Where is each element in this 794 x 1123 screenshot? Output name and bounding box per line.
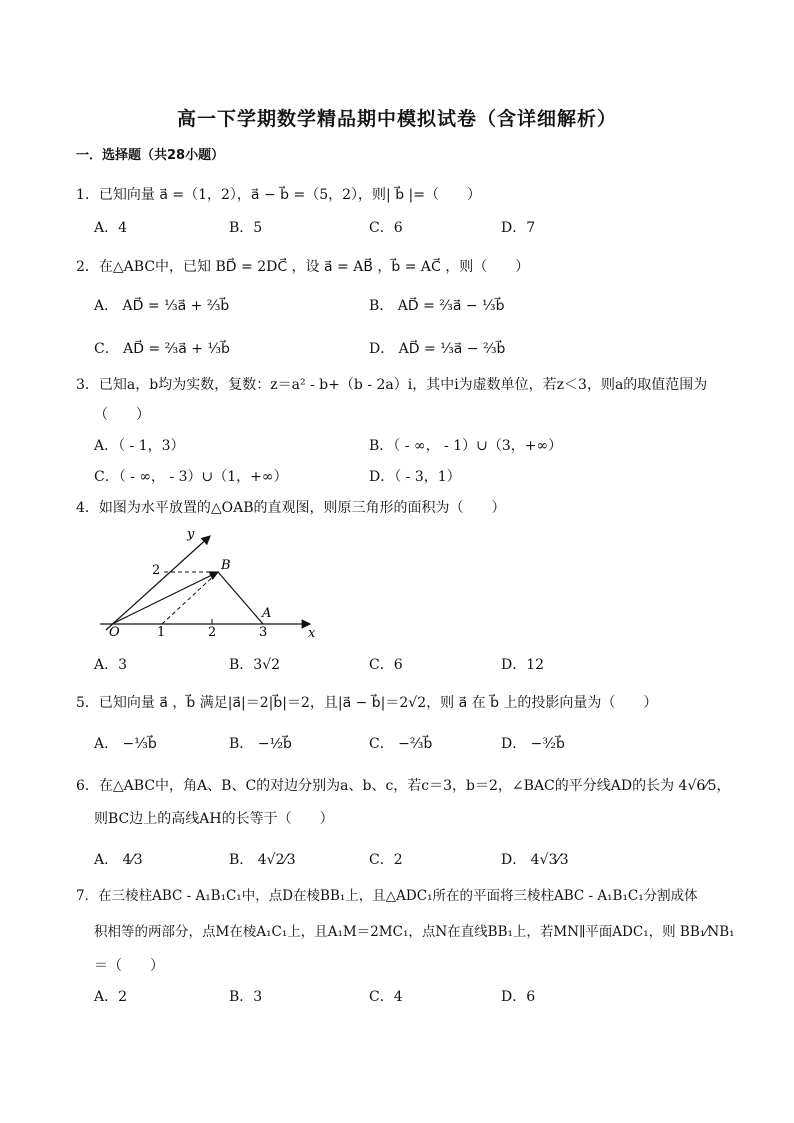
q2-option-d[interactable]: D． AD⃗ = ⅓a⃗ − ⅔b⃗ <box>369 341 506 357</box>
page-title: 高一下学期数学精品期中模拟试卷（含详细解析） <box>176 108 617 130</box>
q4-option-b[interactable]: B．3√2 <box>229 657 281 673</box>
q7-option-a[interactable]: A．2 <box>94 989 128 1005</box>
q5-option-d[interactable]: D． −³⁄₂b⃗ <box>501 736 565 752</box>
q5-option-b[interactable]: B． −½b⃗ <box>229 736 292 752</box>
tick-y-2: 2 <box>152 563 161 578</box>
q3-option-d[interactable]: D．（ - 3，1） <box>369 469 461 485</box>
segment-ob <box>112 572 218 624</box>
label-y: y <box>187 527 195 542</box>
q4-option-c[interactable]: C．6 <box>369 657 403 673</box>
q4-option-d[interactable]: D．12 <box>501 657 545 673</box>
q1-option-b[interactable]: B．5 <box>229 220 263 236</box>
question-3-stem-line1: 3．已知a，b均为实数，复数：z＝a² - b+（b - 2a）i，其中i为虚数单位，若z＜3，则a的取值范围为 <box>76 377 708 393</box>
question-7-stem-line1: 7．在三棱柱ABC - A₁B₁C₁中，点D在棱BB₁上，且△ADC₁所在的平面将三棱柱ABC - A₁B₁C₁分割成体 <box>76 888 698 904</box>
q6-option-a[interactable]: A． 4⁄3 <box>94 852 143 868</box>
tick-1: 1 <box>157 625 166 640</box>
label-a: A <box>262 606 272 621</box>
q5-option-c[interactable]: C． −⅔b⃗ <box>369 736 433 752</box>
question-3-stem-line2: （ ） <box>94 407 150 423</box>
question-7-stem-line2: 积相等的两部分，点M在棱A₁C₁上，且A₁M＝2MC₁，点N在直线BB₁上，若MN∥平面ADC₁，则 BB₁⁄NB₁ <box>94 924 735 940</box>
question-6-stem-line2: 则BC边上的高线AH的长等于（ ） <box>94 811 334 827</box>
tick-2: 2 <box>208 625 217 640</box>
q4-option-a[interactable]: A．3 <box>94 657 128 673</box>
q1-option-c[interactable]: C．6 <box>369 220 403 236</box>
q3-option-a[interactable]: A．（ - 1，3） <box>94 438 185 454</box>
q1-option-d[interactable]: D．7 <box>501 220 536 236</box>
q1-option-a[interactable]: A．4 <box>94 220 128 236</box>
q5-option-a[interactable]: A． −⅓b⃗ <box>94 736 157 752</box>
q3-option-c[interactable]: C．（ - ∞， - 3）∪（1，+∞） <box>94 469 288 485</box>
q6-option-b[interactable]: B． 4√2⁄3 <box>229 852 296 868</box>
question-7-stem-line3: ＝（ ） <box>94 958 164 974</box>
q6-option-d[interactable]: D． 4√3⁄3 <box>501 852 569 868</box>
q6-option-c[interactable]: C．2 <box>369 852 403 868</box>
question-4-stem: 4．如图为水平放置的△OAB的直观图，则原三角形的面积为（ ） <box>76 500 506 516</box>
q2-option-b[interactable]: B． AD⃗ = ⅔a⃗ − ⅓b⃗ <box>369 298 505 314</box>
label-b: B <box>221 558 231 573</box>
q7-option-c[interactable]: C．4 <box>369 989 403 1005</box>
q3-option-b[interactable]: B．（ - ∞， - 1）∪（3，+∞） <box>369 438 563 454</box>
segment-ba <box>218 572 263 624</box>
question-1-stem: 1．已知向量 a⃗ =（1，2），a⃗ − b⃗ =（5，2），则| b⃗ |=（ ） <box>76 187 481 203</box>
oblique-triangle-diagram <box>92 522 322 647</box>
section-heading: 一．选择题（共28小题） <box>76 148 225 163</box>
tick-3: 3 <box>259 625 268 640</box>
q7-option-d[interactable]: D．6 <box>501 989 536 1005</box>
question-6-stem-line1: 6．在△ABC中，角A、B、C的对边分别为a、b、c，若c＝3，b＝2，∠BAC的平分线AD的长为 4√6⁄5， <box>76 778 731 794</box>
question-2-stem: 2．在△ABC中，已知 BD⃗ = 2DC⃗ ，设 a⃗ = AB⃗ ，b⃗ = AC⃗ ，则（ ） <box>76 259 530 275</box>
q2-option-a[interactable]: A． AD⃗ = ⅓a⃗ + ⅔b⃗ <box>94 298 230 314</box>
label-o: O <box>109 625 120 640</box>
q7-option-b[interactable]: B．3 <box>229 989 263 1005</box>
dashed-diagonal <box>162 572 218 624</box>
label-x: x <box>308 626 316 641</box>
q2-option-c[interactable]: C． AD⃗ = ⅔a⃗ + ⅓b⃗ <box>94 341 230 357</box>
question-5-stem: 5．已知向量 a⃗ ，b⃗ 满足|a⃗|＝2|b⃗|＝2，且|a⃗ − b⃗|＝2√2，则 a⃗ 在 b⃗ 上的投影向量为（ ） <box>76 695 658 711</box>
